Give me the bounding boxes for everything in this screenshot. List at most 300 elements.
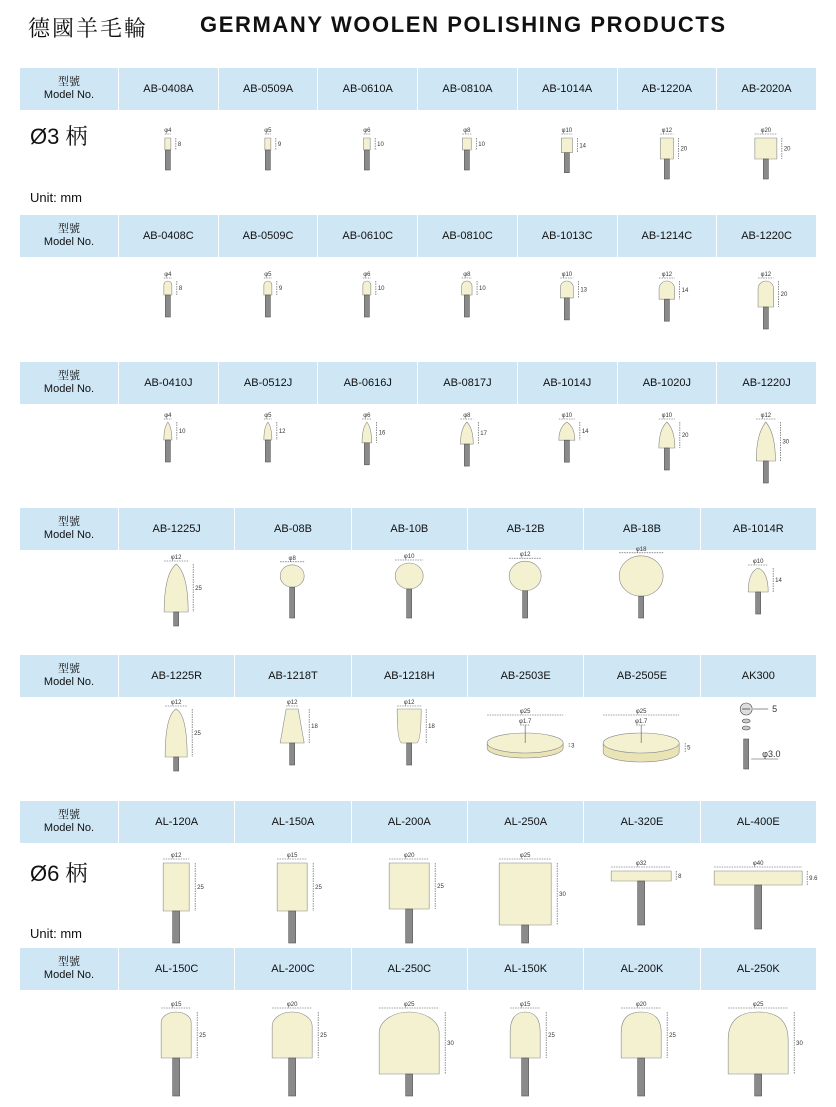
product-illustration: [218, 257, 318, 355]
product-illustration: [234, 697, 350, 795]
shank: [265, 150, 270, 170]
model-number: AL-200A: [351, 801, 467, 843]
model-number: AB-0509C: [218, 215, 318, 257]
product-illustration: [583, 546, 699, 648]
product-illustration: [467, 697, 583, 795]
product-illustration: [583, 697, 699, 795]
product-illustration: [700, 843, 816, 941]
diameter-label: φ12: [403, 700, 415, 706]
product-illustration: [351, 550, 467, 648]
diameter-label: φ40: [752, 861, 764, 867]
row-spacer: [20, 697, 118, 795]
diameter-label: φ12: [760, 413, 772, 419]
model-header-row: [20, 801, 816, 843]
height-label: 10: [479, 286, 486, 292]
product-illustration: [467, 550, 583, 648]
height-label: 9: [277, 142, 281, 148]
height-label: 30: [782, 439, 790, 446]
washer-icon: [742, 719, 750, 723]
diameter-label: φ10: [661, 413, 672, 419]
product-drawing: [317, 404, 417, 502]
model-label-cn: 型號: [58, 663, 80, 675]
shank: [755, 592, 760, 614]
product-illustration: [118, 697, 234, 795]
product-illustration: [583, 843, 699, 941]
product-drawing: [218, 404, 318, 502]
shank: [564, 298, 569, 320]
shank: [174, 757, 179, 771]
shank: [754, 1074, 761, 1096]
diameter-label: φ8: [463, 272, 471, 278]
product-drawing: [617, 257, 717, 355]
product-illustration: [617, 404, 717, 502]
height-label: 9.6: [808, 876, 818, 882]
model-number: AL-150A: [234, 801, 350, 843]
product-drawing: [317, 110, 417, 208]
shank: [405, 1074, 412, 1096]
product-drawing: [234, 843, 350, 941]
product-illustration: [351, 697, 467, 795]
diameter-label: φ12: [287, 700, 298, 706]
felt-head: [164, 564, 188, 612]
product-illustration: [417, 257, 517, 355]
felt-head: [510, 1012, 540, 1058]
felt-head: [659, 281, 675, 299]
felt-head: [499, 863, 551, 925]
model-number: AL-250K: [700, 948, 816, 990]
product-drawing: [467, 843, 583, 941]
diameter-label: φ8: [463, 128, 471, 134]
model-label-cell: [20, 68, 118, 110]
felt-head: [164, 281, 172, 295]
model-header-row: [20, 508, 816, 550]
model-number: AL-200K: [583, 948, 699, 990]
product-drawing: [467, 697, 583, 795]
product-drawing: [700, 843, 816, 941]
felt-head: [364, 138, 371, 150]
height-label: 5: [687, 745, 691, 752]
felt-head: [611, 871, 671, 881]
shank: [173, 911, 180, 943]
shank: [290, 743, 295, 765]
product-illustration: [716, 110, 816, 208]
model-number: AB-1220J: [716, 362, 816, 404]
felt-head: [728, 1012, 788, 1074]
product-drawing: [351, 697, 467, 795]
shank: [638, 881, 645, 925]
product-section: [20, 948, 816, 1098]
felt-head: [161, 1012, 191, 1058]
felt-ball: [395, 563, 423, 589]
product-illustration: [118, 257, 218, 355]
model-number: AB-0610C: [317, 215, 417, 257]
product-image-row: [20, 990, 816, 1098]
shank-3-label: Ø3 柄: [30, 124, 88, 149]
diameter-label: φ5: [263, 272, 272, 278]
title-english: GERMANY WOOLEN POLISHING PRODUCTS: [200, 12, 727, 37]
product-drawing: [700, 550, 816, 648]
model-number: AB-1220A: [617, 68, 717, 110]
diameter-label: φ6: [363, 128, 371, 134]
shank: [464, 295, 469, 317]
height-label: 25: [195, 586, 202, 592]
model-number: AB-1218H: [351, 655, 467, 697]
shank: [290, 587, 295, 618]
diameter-label: φ25: [403, 1002, 415, 1008]
diameter-label: φ6: [363, 413, 371, 419]
felt-head: [362, 422, 372, 443]
diameter-label: φ15: [519, 1002, 531, 1008]
height-label: 10: [478, 142, 486, 148]
row-spacer: [20, 990, 118, 1098]
product-illustration: [118, 404, 218, 502]
product-drawing: [583, 546, 699, 648]
model-number: AB-0408C: [118, 215, 218, 257]
shank: [165, 440, 170, 462]
felt-ball: [509, 561, 541, 591]
felt-head: [462, 281, 472, 295]
felt-head: [463, 138, 472, 150]
height-label: 20: [679, 146, 687, 153]
felt-head: [363, 281, 371, 295]
model-header-row: [20, 655, 816, 697]
product-illustration: [317, 404, 417, 502]
height-label: 25: [315, 885, 323, 891]
product-drawing: [716, 110, 816, 208]
felt-head: [265, 138, 271, 150]
product-image-row: [20, 843, 816, 941]
model-label-cn: 型號: [58, 370, 80, 382]
diameter-label: φ15: [287, 853, 298, 859]
model-number: AB-1218T: [234, 655, 350, 697]
model-label-cn: 型號: [58, 956, 80, 968]
product-drawing: [517, 110, 617, 208]
diameter-label: φ12: [760, 272, 772, 278]
felt-head: [379, 1012, 439, 1074]
diameter-label: φ10: [752, 559, 764, 565]
product-illustration: [118, 843, 234, 941]
model-number: AB-2020A: [716, 68, 816, 110]
shank: [764, 159, 769, 179]
felt-head: [561, 138, 572, 153]
product-image-row: [20, 697, 816, 795]
shank: [174, 612, 179, 626]
model-header-row: [20, 68, 816, 110]
shank: [406, 589, 411, 618]
height-label: 30: [559, 892, 566, 898]
felt-head: [272, 1012, 312, 1058]
row-spacer: [20, 257, 118, 355]
model-number: AL-320E: [583, 801, 699, 843]
felt-head: [658, 422, 674, 448]
model-number: AB-1014J: [517, 362, 617, 404]
model-label-en: Model No.: [43, 89, 95, 101]
height-label: 14: [579, 143, 586, 150]
shank: [522, 925, 529, 943]
diameter-label: φ25: [752, 1002, 764, 1008]
model-number: AB-1220C: [716, 215, 816, 257]
felt-ball: [619, 556, 663, 596]
felt-head: [277, 863, 307, 911]
diameter-label: φ12: [661, 128, 672, 134]
model-header-row: [20, 215, 816, 257]
model-number: AB-0512J: [218, 362, 318, 404]
product-illustration: [317, 257, 417, 355]
model-number: AB-10B: [351, 508, 467, 550]
felt-head: [264, 422, 272, 440]
shank: [365, 150, 370, 170]
height-label: 17: [480, 431, 488, 438]
product-illustration: [234, 990, 350, 1098]
diameter-label: φ5: [263, 128, 272, 134]
model-number: AB-2505E: [583, 655, 699, 697]
model-number: AK300: [700, 655, 816, 697]
model-number: AB-0408A: [118, 68, 218, 110]
diameter-label: φ6: [363, 272, 371, 278]
product-illustration: [517, 110, 617, 208]
model-label-en: Model No.: [43, 236, 95, 248]
model-label-cell: [20, 801, 118, 843]
felt-head: [560, 281, 573, 298]
height-label: 30: [795, 1041, 803, 1047]
model-number: AL-150K: [467, 948, 583, 990]
product-section: [20, 508, 816, 648]
shank: [664, 299, 669, 321]
product-section: [20, 801, 816, 941]
diameter-label: φ10: [403, 554, 415, 560]
diameter-label: φ4: [164, 272, 172, 278]
product-drawing: [417, 257, 517, 355]
shank-6-label: Ø6 柄: [30, 861, 88, 886]
height-label: 3: [571, 743, 575, 750]
product-illustration: [700, 697, 816, 795]
model-header-row: [20, 362, 816, 404]
product-illustration: [218, 404, 318, 502]
model-number: AB-0610A: [317, 68, 417, 110]
model-label-en: Model No.: [43, 676, 95, 688]
height-label: 25: [320, 1033, 328, 1039]
model-label-cell: [20, 948, 118, 990]
diameter-label: φ12: [170, 853, 182, 859]
diameter-label: φ12: [519, 552, 531, 559]
product-illustration: [517, 404, 617, 502]
product-drawing: [118, 697, 234, 795]
model-number: AL-400E: [700, 801, 816, 843]
height-label: 25: [436, 884, 444, 890]
model-label-cell: [20, 215, 118, 257]
product-drawing: [118, 990, 234, 1098]
height-label: 18: [427, 724, 435, 730]
shank: [664, 159, 669, 179]
product-illustration: [118, 550, 234, 648]
model-number: AB-0410J: [118, 362, 218, 404]
shank: [464, 150, 469, 170]
felt-head: [714, 871, 802, 885]
row-spacer: [20, 550, 118, 648]
product-illustration: [417, 110, 517, 208]
diameter-label: φ18: [636, 546, 647, 553]
model-number: AB-1013C: [517, 215, 617, 257]
felt-head: [660, 138, 673, 159]
felt-head: [559, 422, 575, 440]
product-drawing: [118, 550, 234, 648]
shank: [523, 591, 528, 618]
product-drawing: [317, 257, 417, 355]
diameter-label: φ15: [170, 1002, 182, 1008]
row-spacer: [20, 404, 118, 502]
height-label: 25: [548, 1033, 555, 1039]
model-number: AL-150C: [118, 948, 234, 990]
product-illustration: [351, 843, 467, 941]
shank: [265, 440, 270, 462]
felt-head: [755, 138, 777, 159]
height-label: 25: [669, 1033, 677, 1039]
shank: [639, 596, 644, 618]
product-drawing: [517, 257, 617, 355]
diameter-label: φ12: [170, 700, 182, 706]
product-drawing: [218, 257, 318, 355]
shank: [764, 307, 769, 329]
felt-ball: [280, 565, 304, 587]
model-label-en: Model No.: [43, 529, 95, 541]
model-number: AB-08B: [234, 508, 350, 550]
unit-label: Unit: mm: [30, 926, 82, 941]
felt-head: [756, 422, 775, 461]
felt-head: [280, 709, 304, 743]
product-image-row: [20, 404, 816, 502]
model-number: AL-200C: [234, 948, 350, 990]
diameter-label: φ5: [263, 413, 272, 419]
product-drawing: [700, 990, 816, 1098]
product-drawing: [467, 550, 583, 648]
model-number: AB-0817J: [417, 362, 517, 404]
model-number: AB-1020J: [617, 362, 717, 404]
model-number: AL-250A: [467, 801, 583, 843]
product-illustration: [467, 843, 583, 941]
product-image-row: [20, 257, 816, 355]
shank: [405, 909, 412, 943]
felt-head: [165, 138, 171, 150]
product-drawing: [417, 404, 517, 502]
felt-head: [164, 422, 172, 440]
diameter-label: φ4: [164, 413, 172, 419]
product-drawing: [234, 550, 350, 648]
product-drawing: [417, 110, 517, 208]
felt-head: [264, 281, 272, 295]
shank: [173, 1058, 180, 1096]
felt-head: [165, 709, 187, 757]
model-label-cell: [20, 362, 118, 404]
shank: [165, 295, 170, 317]
height-label: 8: [678, 874, 682, 880]
model-number: AB-2503E: [467, 655, 583, 697]
shank: [464, 444, 469, 466]
diameter-label: φ1.7: [635, 719, 648, 725]
height-label: 8: [177, 142, 182, 148]
height-label: 8: [178, 286, 183, 292]
product-illustration: [118, 110, 218, 208]
product-drawing: [351, 843, 467, 941]
model-number: AL-120A: [118, 801, 234, 843]
product-illustration: [617, 110, 717, 208]
felt-head: [163, 863, 189, 911]
height-label: 20: [681, 433, 689, 439]
product-illustration: [218, 110, 318, 208]
model-number: AB-18B: [583, 508, 699, 550]
diameter-label: φ10: [561, 272, 572, 278]
model-number: AB-0810A: [417, 68, 517, 110]
felt-head: [758, 281, 774, 307]
felt-head: [397, 709, 421, 743]
height-label: 20: [780, 292, 788, 298]
diameter-label: φ32: [636, 861, 647, 867]
product-illustration: [700, 550, 816, 648]
product-illustration: [617, 257, 717, 355]
shank-diameter-label: φ3.0: [761, 749, 781, 759]
product-drawing: [716, 257, 816, 355]
height-label: 25: [194, 731, 201, 737]
product-section: [20, 655, 816, 795]
model-label-en: Model No.: [43, 383, 95, 395]
shank: [165, 150, 170, 170]
diameter-label: φ12: [170, 555, 182, 561]
height-label: 25: [197, 885, 204, 891]
screw-size-label: 5: [771, 704, 777, 714]
model-number: AB-0810C: [417, 215, 517, 257]
product-drawing: [583, 990, 699, 1098]
diameter-label: φ8: [288, 555, 297, 562]
diameter-label: φ12: [661, 272, 672, 278]
product-drawing: [118, 404, 218, 502]
model-number: AB-1225J: [118, 508, 234, 550]
shank: [289, 1058, 296, 1096]
product-drawing: [617, 110, 717, 208]
model-label-cn: 型號: [58, 223, 80, 235]
product-drawing: [583, 697, 699, 795]
product-drawing: [517, 404, 617, 502]
model-number: AB-1014R: [700, 508, 816, 550]
diameter-label: φ20: [760, 128, 772, 134]
model-label-cell: [20, 508, 118, 550]
washer-icon: [742, 726, 750, 730]
product-section: [20, 215, 816, 355]
model-number: AB-0509A: [218, 68, 318, 110]
product-section: [20, 362, 816, 502]
shank: [406, 743, 411, 765]
diameter-label: φ1.7: [519, 719, 532, 725]
shank: [265, 295, 270, 317]
diameter-label: φ20: [403, 853, 415, 859]
title-chinese: 德國羊毛輪: [28, 17, 149, 42]
diameter-label: φ10: [561, 128, 572, 134]
model-label-cn: 型號: [58, 76, 80, 88]
product-illustration: [317, 110, 417, 208]
height-label: 30: [446, 1041, 454, 1047]
shank: [522, 1058, 529, 1096]
product-drawing: [234, 990, 350, 1098]
shank: [289, 911, 296, 943]
height-label: 16: [379, 430, 386, 437]
product-drawing: [118, 257, 218, 355]
shank: [743, 739, 748, 769]
product-section: [20, 68, 816, 208]
diameter-label: φ25: [636, 709, 647, 715]
model-number: AB-0616J: [317, 362, 417, 404]
product-illustration: [351, 990, 467, 1098]
diameter-label: φ20: [636, 1002, 647, 1008]
product-drawing: [716, 404, 816, 502]
product-drawing: [351, 990, 467, 1098]
